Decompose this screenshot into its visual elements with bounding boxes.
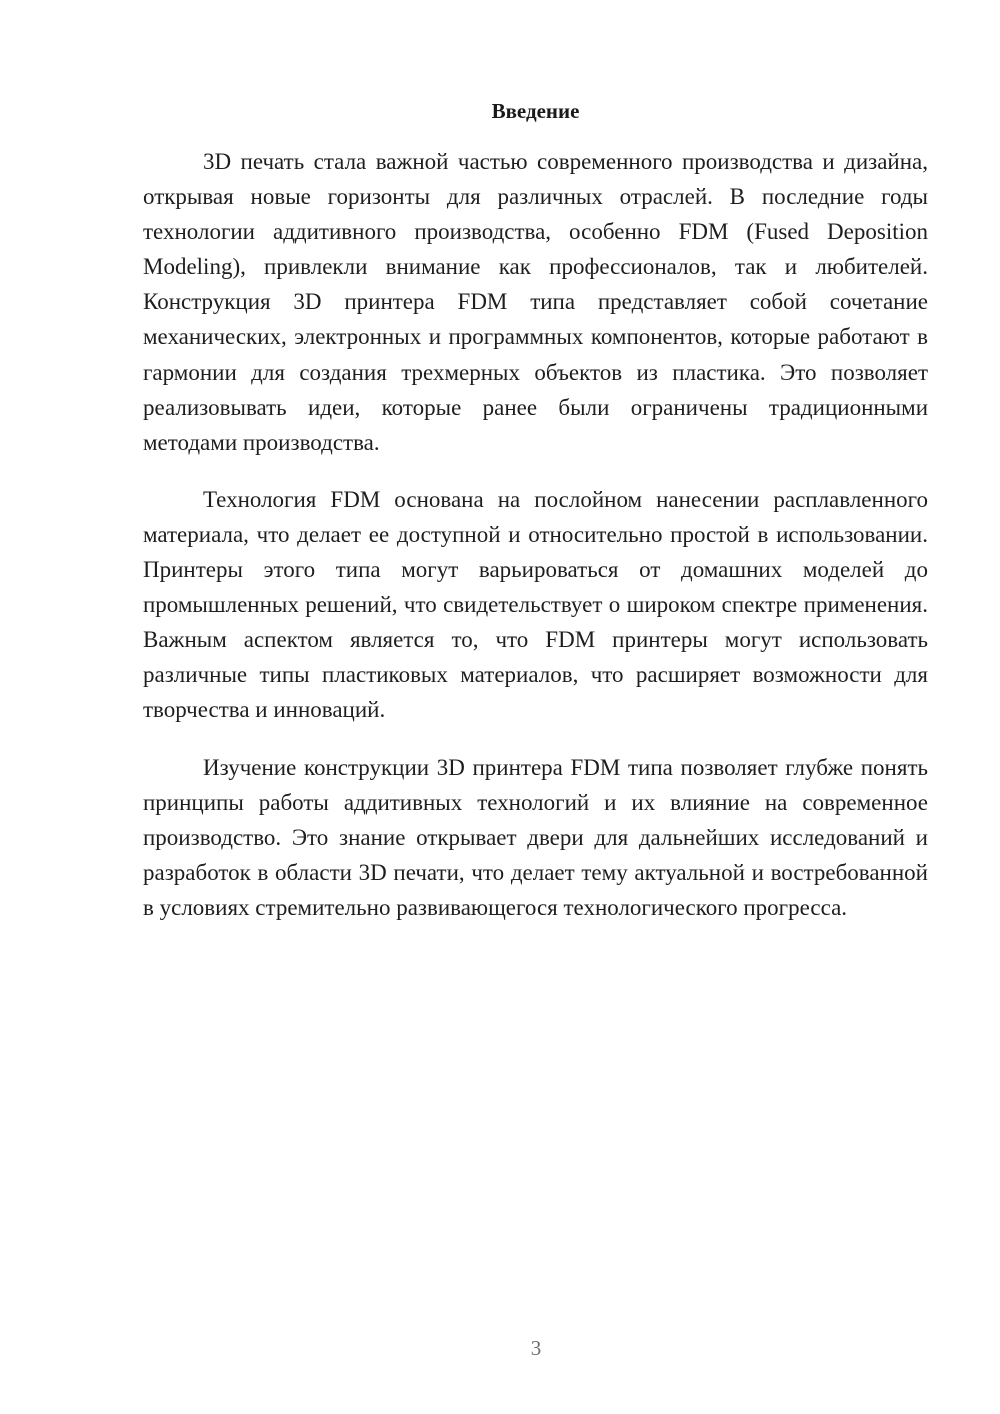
paragraph-3: Изучение конструкции 3D принтера FDM типа позволяет глубже понять принципы работы аддитивных технологий и их влияние на современное производство. Это знание открывает двери для дальнейших исследований и разработок в области 3D печати, что делает тему актуальной и востребованной в условиях стремительно развивающегося технологического прогресса. bbox=[143, 754, 928, 920]
paragraph-2: Технология FDM основана на послойном нанесении расплавленного материала, что делает ее доступной и относительно простой в использовании. Принтеры этого типа могут варьироваться от домашних моделей до промышленных решений, что свидетельствует о широком спектре применения. Важным аспектом является то, что FDM принтеры могут использовать различные типы пластиковых материалов, что расширяет возможности для творчества и инноваций. bbox=[143, 486, 928, 723]
page-content bbox=[143, 95, 928, 947]
page-number: 3 bbox=[530, 1336, 542, 1360]
paragraph-1: 3D печать стала важной частью современного производства и дизайна, открывая новые горизонты для различных отраслей. В последние годы технологии аддитивного производства, особенно FDM (Fused Deposition Modeling), привлекли внимание как профессионалов, так и любителей. Конструкция 3D принтера FDM типа представляет собой сочетание механических, электронных и программных компонентов, которые работают в гармонии для создания трехмерных объектов из пластика. Это позволяет реализовывать идеи, которые ранее были ограничены традиционными методами производства. bbox=[143, 149, 928, 455]
section-title: Введение bbox=[491, 99, 580, 123]
